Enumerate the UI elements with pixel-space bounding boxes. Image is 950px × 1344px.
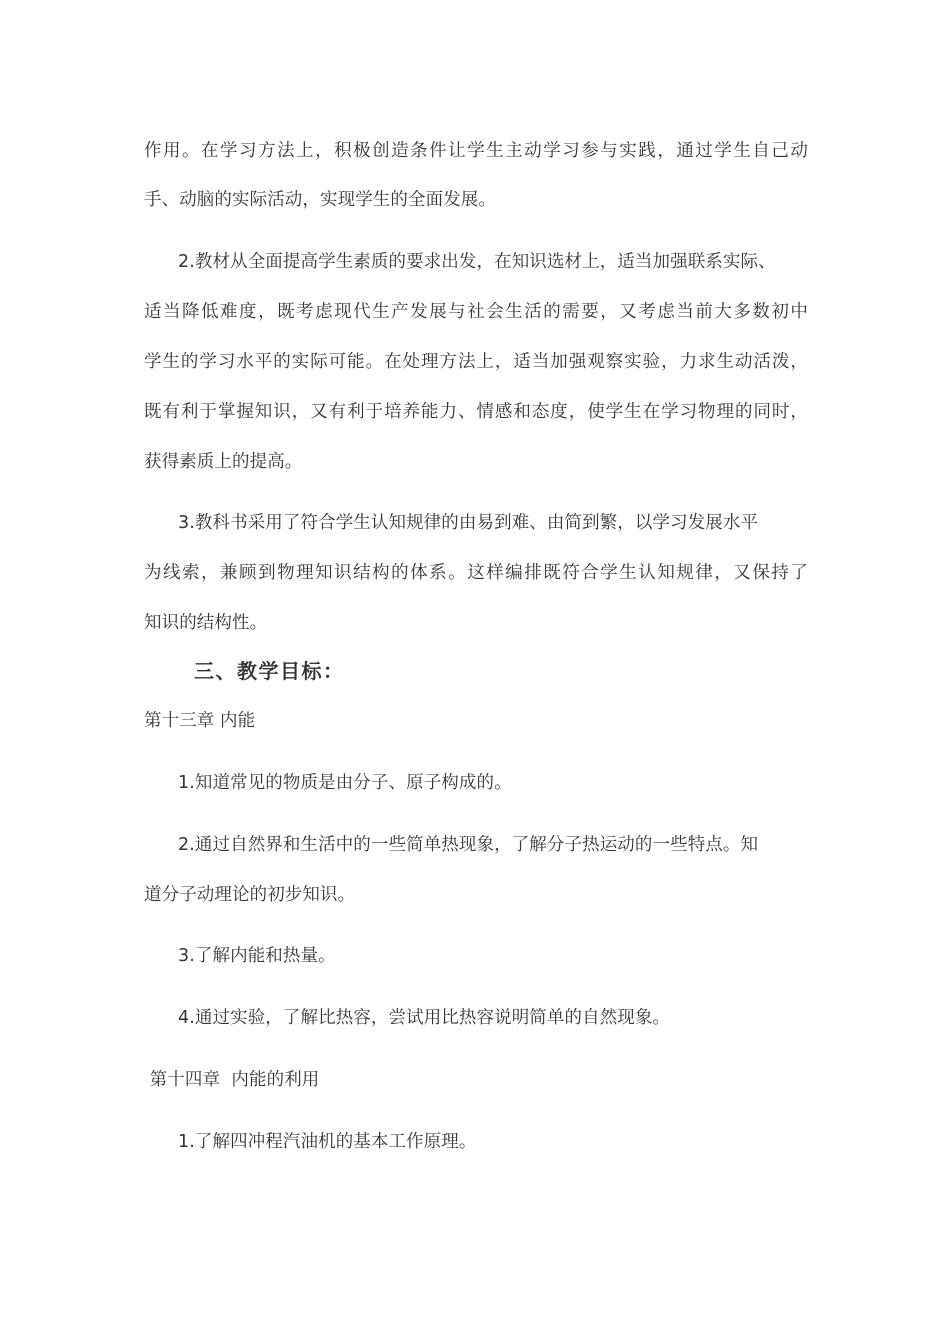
paragraph-2-line-4: 既有利于掌握知识，又有利于培养能力、情感和态度，使学生在学习物理的同时， [144,402,808,422]
chapter-13-item-4: 4.通过实验，了解比热容，尝试用比热容说明简单的自然现象。 [178,1008,671,1028]
chapter-13-item-2-line-1: 2.通过自然界和生活中的一些简单热现象，了解分子热运动的一些特点。知 [178,835,759,855]
paragraph-2-line-1: 2.教材从全面提高学生素质的要求出发，在知识选材上，适当加强联系实际、 [178,252,776,272]
paragraph-1-line-1: 作用。在学习方法上，积极创造条件让学生主动学习参与实践，通过学生自己动 [144,141,808,161]
paragraph-2-line-5: 获得素质上的提高。 [144,452,303,472]
paragraph-1-line-2: 手、动脑的实际活动，实现学生的全面发展。 [144,190,496,210]
paragraph-3-line-2: 为线索，兼顾到物理知识结构的体系。这样编排既符合学生认知规律，又保持了 [144,563,808,583]
chapter-13-title: 第十三章 内能 [144,711,256,731]
paragraph-2-line-3: 学生的学习水平的实际可能。在处理方法上，适当加强观察实验，力求生动活泼， [144,352,808,372]
paragraph-3-line-1: 3.教科书采用了符合学生认知规律的由易到难、由简到繁，以学习发展水平 [178,513,759,533]
paragraph-3-line-3: 知识的结构性。 [144,613,268,633]
chapter-14-item-1: 1.了解四冲程汽油机的基本工作原理。 [178,1132,477,1152]
chapter-13-item-1: 1.知道常见的物质是由分子、原子构成的。 [178,773,512,793]
chapter-13-item-3: 3.了解内能和热量。 [178,946,336,966]
paragraph-2-line-2: 适当降低难度，既考虑现代生产发展与社会生活的需要，又考虑当前大多数初中 [144,302,808,322]
chapter-14-title: 第十四章 内能的利用 [144,1070,320,1090]
section-heading: 三、教学目标： [194,659,345,683]
chapter-13-item-2-line-2: 道分子动理论的初步知识。 [144,885,356,905]
